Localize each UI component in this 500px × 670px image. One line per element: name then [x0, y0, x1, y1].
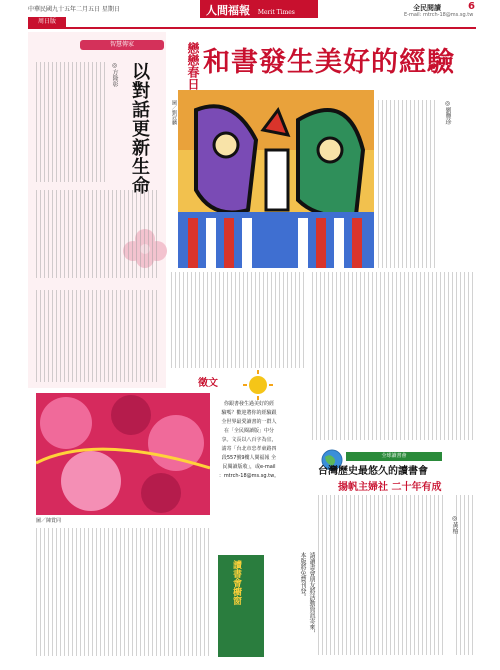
invite-line: 段557號9樓人間福報 全: [221, 455, 277, 461]
club-byline: ◎黃柏: [451, 515, 458, 534]
invite-title: 徵文: [198, 378, 218, 389]
invite-line: 民閱讀版收」，或e-mail: [222, 464, 276, 470]
invite-text: [218, 400, 280, 512]
club-subtitle: 揚帆主婦社 二十年有成: [338, 482, 442, 493]
club-tag: 全球讀書會: [346, 452, 442, 461]
article-text-block: [312, 272, 476, 440]
illustration-faces: [178, 90, 374, 268]
headline-kicker: 戀戀春日: [186, 42, 200, 90]
invite-line: 請寄「台北市忠孝東路四: [221, 446, 277, 452]
masthead: [200, 0, 318, 18]
column-tag: 智慧傳家: [80, 40, 164, 50]
column-text-block: [36, 190, 160, 278]
illustration-credit: 圖／陳賞同: [36, 518, 62, 524]
sun-icon: [240, 370, 276, 400]
page-number: 6: [468, 1, 475, 12]
readers-notice: 請讀書會朋友將活動資訊寄來，本版將免費刊登。: [299, 552, 315, 636]
column-title: 以對話更新生命: [129, 62, 150, 195]
article-text-block: [378, 100, 438, 268]
header-rule: [28, 27, 476, 29]
section-name: 全民閱讀: [413, 4, 441, 12]
issue-date: 中華民國九十五年二月五日 星期日: [28, 6, 120, 13]
readers-title: 讀書會櫥窗: [231, 560, 241, 605]
article-byline: ◎劉豐珍: [444, 100, 451, 125]
illustration-credit: 圖／劉冠麟: [171, 100, 177, 125]
column-text-block: [36, 528, 212, 656]
invite-line: 全世界最愛讀書的一群人: [221, 419, 277, 425]
illustration-dots: [36, 393, 210, 515]
masthead-title: 人間福報: [206, 4, 250, 17]
main-headline: 和書發生美好的經驗: [203, 47, 455, 78]
article-text-block: [171, 272, 306, 368]
column-author: ◎方隆彰: [111, 62, 118, 87]
invite-line: 在「全民閱讀版」中分: [223, 428, 274, 434]
section-email: E-mail: mtrch-18@ms.sg.tw: [404, 12, 474, 18]
column-text-block: [36, 290, 160, 382]
invite-line: 享。文長以八百字為宜，: [221, 437, 277, 443]
club-title: 台灣歷史最悠久的讀書會: [318, 466, 428, 477]
club-text-block: [318, 495, 444, 655]
masthead-english: Merit Times: [257, 9, 295, 16]
invite-line: 驗嗎？歡迎將你的經驗跟: [221, 410, 277, 416]
invite-line: 你跟書發生過美好的經: [223, 401, 274, 407]
invite-line: ：mtrch-18@ms.sg.tw。: [218, 473, 280, 479]
page-header: [0, 0, 500, 22]
column-text-block: [36, 62, 108, 182]
club-text-block: [456, 495, 476, 655]
day-tag: 周日版: [28, 17, 66, 27]
